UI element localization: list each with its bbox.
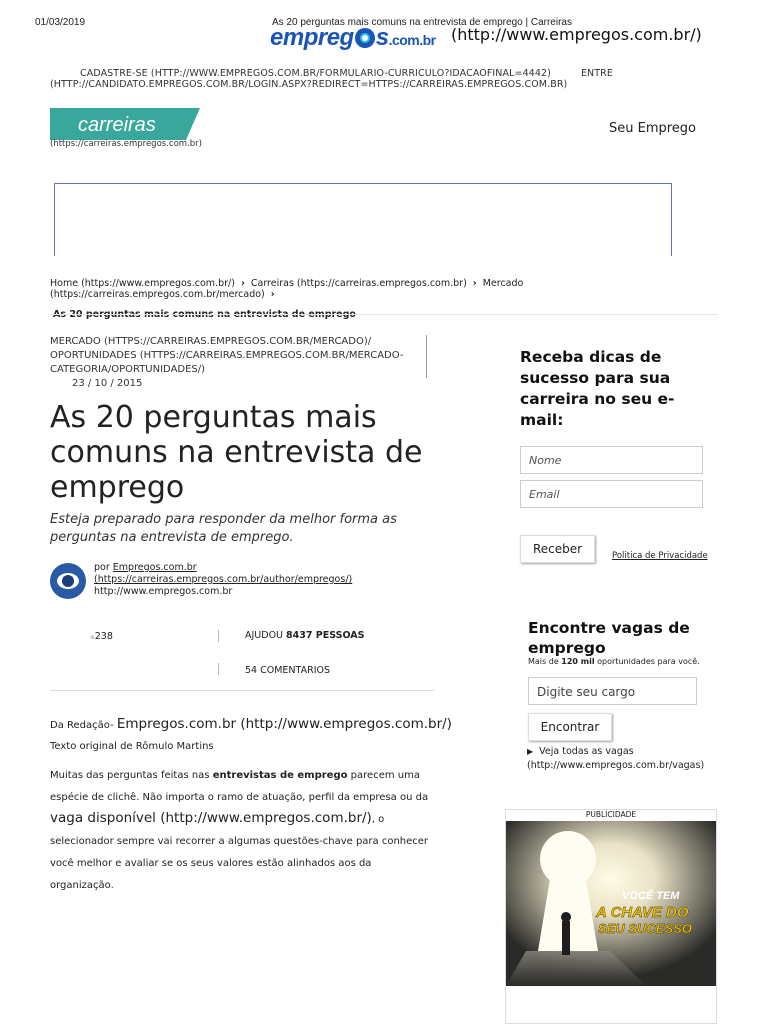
article-title: As 20 perguntas mais comuns na entrevista de emprego bbox=[50, 400, 423, 505]
paragraph-text: Muitas das perguntas feitas nas bbox=[50, 770, 210, 781]
divider bbox=[50, 690, 434, 691]
entre-link[interactable]: ENTRE bbox=[580, 68, 613, 79]
source-prefix: Da Redação- bbox=[50, 720, 114, 731]
carreiras-banner-text: carreiras bbox=[78, 114, 156, 136]
article-source bbox=[50, 716, 452, 732]
ad-line-2: A CHAVE DO bbox=[596, 904, 689, 921]
all-jobs-text: Veja todas as vagas (http://www.empregos.com.br/vagas) bbox=[527, 746, 705, 771]
helped-value: 8437 PESSOAS bbox=[286, 630, 365, 641]
receber-button[interactable]: Receber bbox=[520, 535, 595, 563]
jobs-subtitle bbox=[528, 657, 700, 666]
eye-pupil bbox=[62, 575, 74, 587]
print-title: As 20 perguntas mais comuns na entrevista de emprego | Carreiras bbox=[272, 17, 572, 28]
logo-text-a: empreg bbox=[270, 24, 354, 51]
breadcrumb-home[interactable]: Home (https://www.empregos.com.br/) bbox=[50, 278, 235, 289]
chevron-right-icon: › bbox=[472, 278, 477, 289]
carreiras-url[interactable]: (https://carreiras.empregos.com.br) bbox=[50, 139, 202, 149]
comments-count[interactable]: 54 COMENTARIOS bbox=[245, 665, 330, 676]
article-paragraph bbox=[50, 765, 438, 897]
share-count-value: 238 bbox=[94, 631, 113, 642]
jobs-count: 120 mil bbox=[561, 657, 595, 666]
ad-line-3: SEU SUCESSO bbox=[598, 921, 692, 936]
article-categories[interactable]: MERCADO (HTTPS://CARREIRAS.EMPREGOS.COM.BR/MERCADO)/ OPORTUNIDADES (HTTPS://CARREIRAS.EMPREGOS.COM.BR/MERCADO-CATEGORIA/OPORTUNIDADES/) bbox=[50, 336, 404, 375]
newsletter-title: Receba dicas de sucesso para sua carreira no seu e-mail: bbox=[520, 348, 675, 429]
carreiras-banner[interactable] bbox=[50, 108, 200, 140]
entre-url[interactable]: (HTTP://CANDIDATO.EMPREGOS.COM.BR/LOGIN.ASPX?REDIRECT=HTTPS://CARREIRAS.EMPREGOS.COM.BR) bbox=[50, 79, 568, 90]
author-info bbox=[94, 562, 352, 598]
ad-banner[interactable] bbox=[506, 821, 716, 986]
keyword-link[interactable]: entrevistas de emprego bbox=[212, 770, 348, 781]
chevron-right-icon: › bbox=[270, 289, 275, 300]
print-date: 01/03/2019 bbox=[35, 17, 86, 28]
logo-suffix: .com.br bbox=[388, 32, 436, 48]
privacy-link[interactable]: Politica de Privacidade bbox=[612, 551, 708, 561]
share-count[interactable] bbox=[90, 631, 113, 642]
paragraph-text: , o selecionador sempre vai recorrer a algumas questões-chave para conhecer você melhor e avaliar se os seus valores estão alinhados aos da organização. bbox=[50, 814, 429, 891]
jobs-sub-a: Mais de bbox=[528, 657, 559, 666]
nav-seu-emprego[interactable]: Seu Emprego bbox=[609, 121, 697, 136]
divider bbox=[218, 663, 219, 675]
magnifier-icon bbox=[355, 28, 375, 48]
name-input[interactable]: Nome bbox=[520, 446, 703, 474]
chevron-right-icon: › bbox=[240, 278, 245, 289]
empregos-logo[interactable] bbox=[270, 24, 436, 52]
encontrar-button[interactable]: Encontrar bbox=[528, 713, 612, 741]
author-prefix: por bbox=[94, 562, 110, 573]
keyhole-illustration bbox=[506, 821, 716, 986]
cadastre-link[interactable]: CADASTRE-SE (HTTP://WWW.EMPREGOS.COM.BR/FORMULARIO-CURRICULO?IDACAOFINAL=4442) bbox=[80, 68, 551, 79]
logo-url[interactable]: (http://www.empregos.com.br/) bbox=[451, 25, 702, 44]
original-author: Texto original de Rômulo Martins bbox=[50, 741, 214, 752]
breadcrumb-carreiras[interactable]: Carreiras (https://carreiras.empregos.com.br) bbox=[250, 278, 467, 289]
helped-count bbox=[245, 630, 365, 641]
divider bbox=[426, 335, 427, 378]
vaga-link[interactable]: vaga disponível (http://www.empregos.com.br/) bbox=[50, 810, 372, 826]
divider bbox=[218, 630, 219, 642]
job-search-input[interactable]: Digite seu cargo bbox=[528, 677, 697, 705]
author-name-link[interactable]: Empregos.com.br bbox=[112, 562, 197, 573]
email-input[interactable]: Email bbox=[520, 480, 703, 508]
caret-right-icon: ▶ bbox=[527, 747, 534, 756]
author-site[interactable]: http://www.empregos.com.br bbox=[94, 586, 233, 597]
paragraph-text: parecem uma espécie de clichê. Não importa o ramo de atuação, perfil da empresa ou da bbox=[50, 770, 429, 803]
divider bbox=[50, 314, 718, 315]
source-link[interactable]: Empregos.com.br (http://www.empregos.com.br/) bbox=[116, 716, 452, 732]
ad-placeholder bbox=[54, 183, 672, 256]
jobs-sub-c: oportunidades para você. bbox=[597, 657, 700, 666]
author-avatar[interactable] bbox=[50, 563, 86, 599]
article-subtitle: Esteja preparado para responder da melhor forma as perguntas na entrevista de emprego. bbox=[50, 512, 397, 545]
helped-prefix: AJUDOU bbox=[245, 630, 283, 641]
share-icon: ▪ bbox=[90, 633, 95, 641]
ad-label: PUBLICIDADE bbox=[585, 810, 637, 819]
breadcrumb-mercado[interactable]: Mercado (https://carreiras.empregos.com.br/mercado) bbox=[50, 278, 524, 300]
jobs-title: Encontre vagas de emprego bbox=[528, 619, 690, 657]
author-url-link[interactable]: (https://carreiras.empregos.com.br/author/empregos/) bbox=[94, 574, 353, 585]
ad-line-1: VOCÊ TEM bbox=[622, 890, 680, 902]
top-navigation bbox=[50, 68, 670, 90]
logo-text-b: s bbox=[375, 24, 389, 51]
article-date: 23 / 10 / 2015 bbox=[72, 378, 143, 389]
all-jobs-link[interactable] bbox=[527, 745, 717, 773]
